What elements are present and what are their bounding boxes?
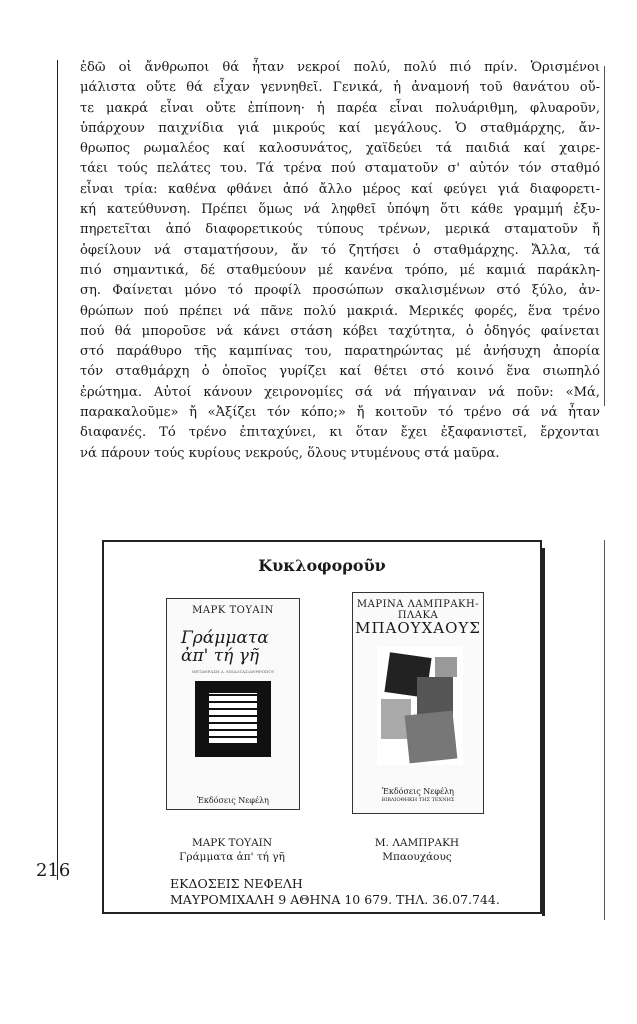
book-cover-author: ΜΑΡΚ ΤΟΥΑΙΝ xyxy=(192,605,274,616)
book-cover-illustration xyxy=(377,647,463,765)
book-caption xyxy=(332,836,502,864)
book-cover-title: ΜΠΑΟΥΧΑΟΥΣ xyxy=(355,619,481,637)
book-cover-illustration xyxy=(195,681,271,757)
book-cover-author: ΜΑΡΙΝΑ ΛΑΜΠΡΑΚΗ-ΠΛΑΚΑ xyxy=(356,599,480,621)
text-line: παρακαλοῦμε» ἤ «Ἀξίζει τόν κόπο;» ἤ κοιτοῦν τό τρένο σά νά ἦταν xyxy=(80,405,600,421)
text-line: πού θά μποροῦσε νά κάνει στάση κόβει ταχύτητα, ὁ ὁδηγός φαίνεται xyxy=(80,323,600,339)
text-line: θρωπος ρωμαλέος καί καλοσυνάτος, χαϊδεύει τά παιδιά καί χαιρε- xyxy=(80,141,600,157)
margin-rule xyxy=(57,60,58,880)
page-number: 216 xyxy=(36,860,71,881)
text-line: ὀφείλουν νά σταματήσουν, ἄν τό ζητήσει ὁ σταθμάρχης. Ἄλλα, τά xyxy=(80,242,600,258)
text-line: νά πάρουν τούς κυρίους νεκρούς, ὅλους ντυμένους στά μαῦρα. xyxy=(80,445,500,461)
book-cover-subtitle: ΜΕΤΑΦΡΑΣΗ Α. ΜΠΑΛΤΑΣ/ΑΝΘΡΩΠΟΥ xyxy=(191,669,275,674)
book-cover-publisher: Ἐκδόσεις Νεφέλη xyxy=(197,796,269,805)
caption-author: Μ. ΛΑΜΠΡΑΚΗ xyxy=(374,837,460,849)
right-border-rule xyxy=(604,66,605,406)
book-cover-title-line1: Γράμματα xyxy=(181,628,269,648)
text-line: ἐδῶ οἱ ἄνθρωποι θά ἦταν νεκροί πολύ, πολύ πιό πρίν. Ὁρισμένοι xyxy=(80,60,600,75)
book-cover-series: ΒΙΒΛΙΟΘΗΚΗ ΤΗΣ ΤΕΧΝΗΣ xyxy=(381,797,455,803)
text-line: διαφανές. Τό τρένο ἐπιταχύνει, κι ὅταν ἔχει ἐξαφανιστεῖ, ἔρχονται xyxy=(80,425,600,441)
book-cover-publisher xyxy=(353,787,483,805)
book-cover-title-line2: ἀπ' τή γῆ xyxy=(181,646,260,666)
book-cover-bauhaus xyxy=(352,592,484,814)
book-cover-publisher-name: Ἐκδόσεις Νεφέλη xyxy=(382,787,454,796)
right-border-rule-lower xyxy=(604,540,605,920)
text-line: τε μακρά εἶναι οὔτε ἐπίπονη· ἡ παρέα εἶναι πολυάριθμη, φλυαροῦν, xyxy=(80,100,600,116)
text-line: στό παράθυρο τῆς καμπίνας του, παρατηρώντας μέ ἀνήσυχη ἀπορία xyxy=(80,344,600,360)
text-line: ὑπάρχουν παιχνίδια γιά μικρούς καί μεγάλους. Ὁ σταθμάρχης, ἄν- xyxy=(80,120,600,136)
body-paragraph xyxy=(80,58,600,464)
book-cover-letters-from-earth xyxy=(166,598,300,810)
ad-heading: Κυκλοφοροῦν xyxy=(258,556,386,575)
text-line: τάει τούς πελάτες του. Τά τρένα πού σταματοῦν σ' αὐτόν τόν σταθμό xyxy=(80,161,600,177)
publisher-address: ΜΑΥΡΟΜΙΧΑΛΗ 9 ΑΘΗΝΑ 10 679. ΤΗΛ. 36.07.744. xyxy=(170,892,500,907)
caption-author: ΜΑΡΚ ΤΟΥΑΙΝ xyxy=(191,837,273,849)
text-line: πηρετεῖται ἀπό διαφορετικούς τύπους τρένων, μερικά σταματοῦν ἤ xyxy=(80,222,600,238)
text-line: θρώπων πού πρέπει νά πᾶνε πολύ μακριά. Μερικές φορές, ἕνα τρένο xyxy=(80,303,600,319)
text-line: κή κατεύθυνση. Πρέπει ὅμως νά ληφθεῖ ὑπόψη ὅτι κάθε γραμμή ἐξυ- xyxy=(80,202,600,218)
text-line: τόν σταθμάρχη ὁ ὁποῖος γυρίζει καί θέτει στό κοινό ἕνα σιωπηλό xyxy=(80,364,600,380)
book-cover-title xyxy=(181,629,269,665)
book-caption xyxy=(144,836,320,864)
advertisement-box xyxy=(102,540,542,914)
publisher-name: ΕΚΔΟΣΕΙΣ ΝΕΦΕΛΗ xyxy=(170,876,303,891)
text-line: ἐρώτημα. Αὐτοί κάνουν χειρονομίες σά νά πήγαιναν νά ποῦν: «Μά, xyxy=(80,384,600,400)
text-line: εἶναι τρία: καθένα φθάνει ἀπό ἄλλο μέρος καί φεύγει γιά διαφορετι- xyxy=(80,181,600,197)
caption-title: Γράμματα ἀπ' τή γῆ xyxy=(179,851,285,863)
text-line: πιό σημαντικά, δέ σταθμεύουν μέ κανένα τρόπο, μέ καμιά παράκλη- xyxy=(80,262,600,278)
caption-title: Μπαουχάους xyxy=(382,851,452,863)
publisher-info xyxy=(170,876,500,908)
text-line: ση. Φαίνεται μόνο τό προφίλ προσώπων σκαλισμένων στό ξύλο, ἀν- xyxy=(80,283,600,299)
text-line: μάλιστα οὔτε θά εἶχαν γεννηθεῖ. Γενικά, ἡ ἀναμονή τοῦ θανάτου οὔ- xyxy=(80,80,600,96)
